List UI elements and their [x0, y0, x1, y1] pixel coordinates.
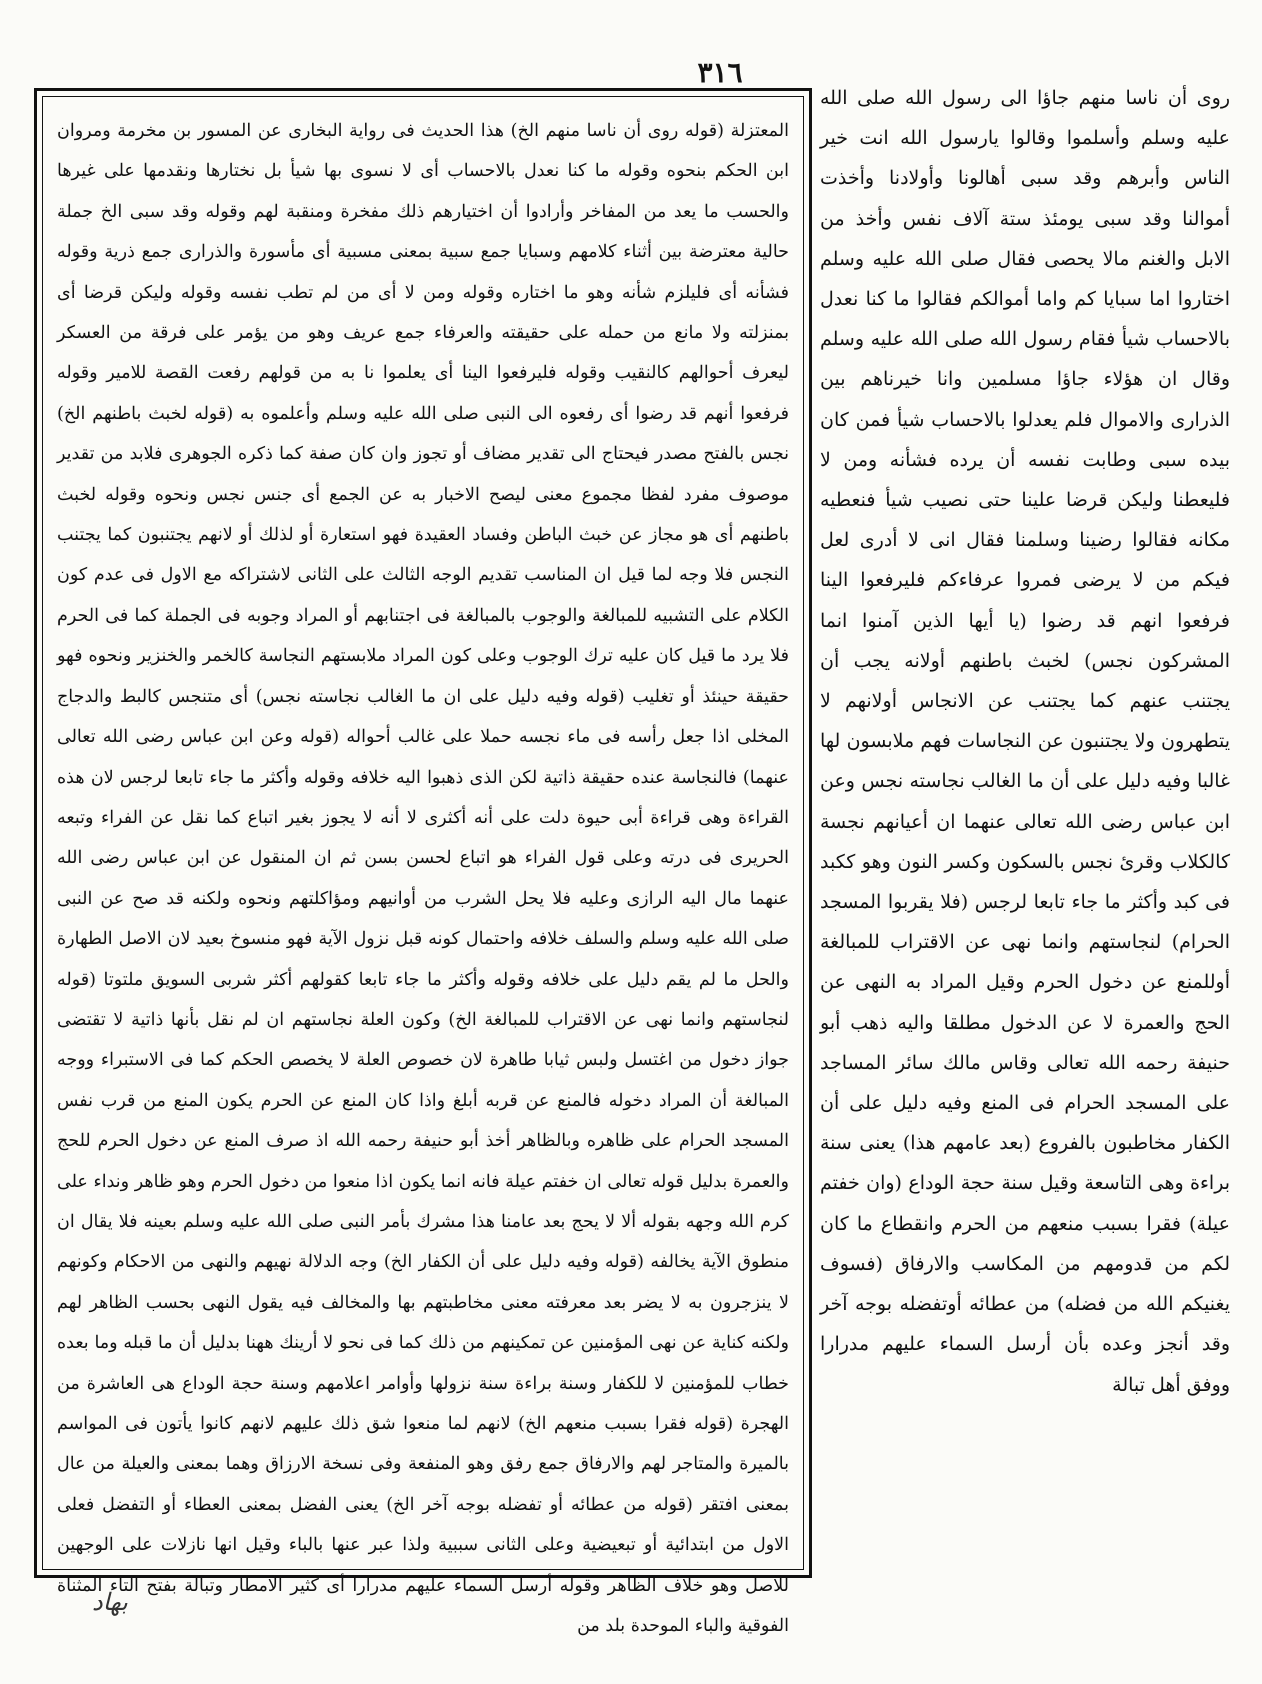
margin-commentary-column	[820, 78, 1230, 1578]
main-text: المعتزلة (قوله روى أن ناسا منهم الخ) هذا الحديث فى رواية البخارى عن المسور بن مخرمة ومروان ابن الحكم بنحوه وقوله ما كنا نعدل بالاحساب أى لا نسوى بها شيأ بل نختارها ونقدمها على غيرها والحسب ما يعد من المفاخر وأرادوا أن اختيارهم ذلك مفخرة ومنقبة لهم وقوله وقد سبى الخ جملة حالية معترضة بين أثناء كلامهم وسبايا جمع سبية بمعنى مسبية أى مأسورة والذرارى جمع ذرية وقوله فشأنه أى فليلزم شأنه وهو ما اختاره وقوله ومن لا أى من لم تطب نفسه وقوله وليكن قرضا أى بمنزلته ولا مانع من حمله على حقيقته والعرفاء جمع عريف وهو من يؤمر على فرقة من العسكر ليعرف أحوالهم كالنقيب وقوله فليرفعوا الينا أى يعلموا نا به من قولهم رفعت القصة للامير وقوله فرفعوا أنهم قد رضوا أى رفعوه الى النبى صلى الله عليه وسلم وأعلموه به (قوله لخبث باطنهم الخ) نجس بالفتح مصدر فيحتاج الى تقدير مضاف أو تجوز وان كان صفة كما ذكره الجوهرى فلابد من تقدير موصوف مفرد لفظا مجموع معنى ليصح الاخبار به عن الجمع أى جنس نجس ونحوه وقوله لخبث باطنهم أى هو مجاز عن خبث الباطن وفساد العقيدة فهو استعارة أو لذلك أو لانهم يجتنبون كما يجتنب النجس فلا وجه لما قيل ان المناسب تقديم الوجه الثالث على الثانى لاشتراكه مع الاول فى عدم كون الكلام على التشبيه للمبالغة والوجوب بالمبالغة فى اجتنابهم أو المراد وجوبه فى الجملة كما فى الحرم فلا يرد ما قيل كان عليه ترك الوجوب وعلى كون المراد ملابستهم النجاسة كالخمر والخنزير ونحوه فهو حقيقة حينئذ أو تغليب (قوله وفيه دليل على ان ما الغالب نجاسته نجس) أى متنجس كالبط والدجاج المخلى اذا جعل رأسه فى ماء نجسه حملا على غالب أحواله (قوله وعن ابن عباس رضى الله تعالى عنهما) فالنجاسة عنده حقيقة ذاتية لكن الذى ذهبوا اليه خلافه وقوله وأكثر ما جاء تابعا لرجس لان هذه القراءة وهى قراءة أبى حيوة دلت على أنه أكثرى لا أنه لا يجوز بغير اتباع كما نقل عن الفراء وتبعه الحريرى فى درته وعلى قول الفراء هو اتباع لحسن بسن ثم ان المنقول عن ابن عباس رضى الله عنهما مال اليه الرازى وعليه فلا يحل الشرب من أوانيهم ومؤاكلتهم ونحوه ولكنه قد صح عن النبى صلى الله عليه وسلم والسلف خلافه واحتمال كونه قبل نزول الآية فهو منسوخ بعيد لان الاصل الطهارة والحل ما لم يقم دليل على خلافه وقوله وأكثر ما جاء تابعا كقولهم أكثر شربى السويق ملتوتا (قوله لنجاستهم وانما نهى عن الاقتراب للمبالغة الخ) وكون العلة نجاستهم ان لم نقل بأنها ذاتية لا تقتضى جواز دخول من اغتسل ولبس ثيابا طاهرة لان خصوص العلة لا يخصص الحكم كما فى الاستبراء ووجه المبالغة أن المراد دخوله فالمنع عن قربه أبلغ واذا كان المنع عن الحرم يكون المنع من قرب نفس المسجد الحرام على ظاهره وبالظاهر أخذ أبو حنيفة رحمه الله اذ صرف المنع عن دخول الحرم للحج والعمرة بدليل قوله تعالى ان خفتم عيلة فانه انما يكون اذا منعوا من دخول الحرم وهو ظاهر ونداء على كرم الله وجهه بقوله ألا لا يحج بعد عامنا هذا مشرك بأمر النبى صلى الله عليه وسلم بعينه فلا يقال ان منطوق الآية يخالفه (قوله وفيه دليل على أن الكفار الخ) وجه الدلالة نهيهم والنهى من الاحكام وكونهم لا ينزجرون به لا يضر بعد معرفته معنى مخاطبتهم بها والمخالف فيه يقول النهى بحسب الظاهر لهم ولكنه كناية عن نهى المؤمنين عن تمكينهم من ذلك كما فى نحو لا أرينك ههنا بدليل أن ما قبله وما بعده خطاب للمؤمنين لا للكفار وسنة براءة سنة نزولها وأوامر اعلامهم وسنة حجة الوداع هى العاشرة من الهجرة (قوله فقرا بسبب منعهم الخ) لانهم لما منعوا شق ذلك عليهم لانهم كانوا يأتون فى المواسم بالميرة والمتاجر لهم والارفاق جمع رفق وهو المنفعة وفى نسخة الارزاق وهما بمعنى والعيلة من عال بمعنى افتقر (قوله من عطائه أو تفضله بوجه آخر الخ) يعنى الفضل بمعنى العطاء أو التفضل فعلى الاول من ابتدائية أو تبعيضية وعلى الثانى سببية ولذا عبر عنها بالباء وقيل انها نازلات على الوجهين للاصل وهو خلاف الظاهر وقوله أرسل السماء عليهم مدرارا أى كثير الامطار وتبالة بفتح التاء المثناة الفوقية والباء الموحدة بلد من	[57, 121, 790, 1637]
page-signature: بهاد	[92, 1588, 128, 1616]
margin-text: روى أن ناسا منهم جاؤا الى رسول الله صلى الله عليه وسلم وأسلموا وقالوا يارسول الله انت خير الناس وأبرهم وقد سبى أهالونا وأولادنا وأخذت أموالنا وقد سبى يومئذ ستة آلاف نفس وأخذ من الابل والغنم مالا يحصى فقال صلى الله عليه وسلم اختاروا اما سبايا كم واما أموالكم فقالوا ما كنا نعدل بالاحساب شيأ فقام رسول الله صلى الله عليه وسلم وقال ان هؤلاء جاؤا مسلمين وانا خيرناهم بين الذرارى والاموال فلم يعدلوا بالاحساب شيأ فمن كان بيده سبى وطابت نفسه أن يرده فشأنه ومن لا فليعطنا وليكن قرضا علينا حتى نصيب شيأ فنعطيه مكانه فقالوا رضينا وسلمنا فقال انى لا أدرى لعل فيكم من لا يرضى فمروا عرفاءكم فليرفعوا الينا فرفعوا انهم قد رضوا (يا أيها الذين آمنوا انما المشركون نجس) لخبث باطنهم أولانه يجب أن يجتنب عنهم كما يجتنب عن الانجاس أولانهم لا يتطهرون ولا يجتنبون عن النجاسات فهم ملابسون لها غالبا وفيه دليل على أن ما الغالب نجاسته نجس وعن ابن عباس رضى الله تعالى عنهما ان أعيانهم نجسة كالكلاب وقرئ نجس بالسكون وكسر النون وهو ككبد فى كبد وأكثر ما جاء تابعا لرجس (فلا يقربوا المسجد الحرام) لنجاستهم وانما نهى عن الاقتراب للمبالغة أوللمنع عن دخول الحرم وقيل المراد به النهى عن الحج والعمرة لا عن الدخول مطلقا واليه ذهب أبو حنيفة رحمه الله تعالى وقاس مالك سائر المساجد على المسجد الحرام فى المنع وفيه دليل على أن الكفار مخاطبون بالفروع (بعد عامهم هذا) يعنى سنة براءة وهى التاسعة وقيل سنة حجة الوداع (وان خفتم عيلة) فقرا بسبب منعهم من الحرم وانقطاع ما كان لكم من قدومهم من المكاسب والارفاق (فسوف يغنيكم الله من فضله) من عطائه أوتفضله بوجه آخر وقد أنجز وعده بأن أرسل السماء عليهم مدرارا ووفق أهل تبالة	[820, 87, 1230, 1396]
page-number: ٣١٦	[697, 56, 743, 89]
